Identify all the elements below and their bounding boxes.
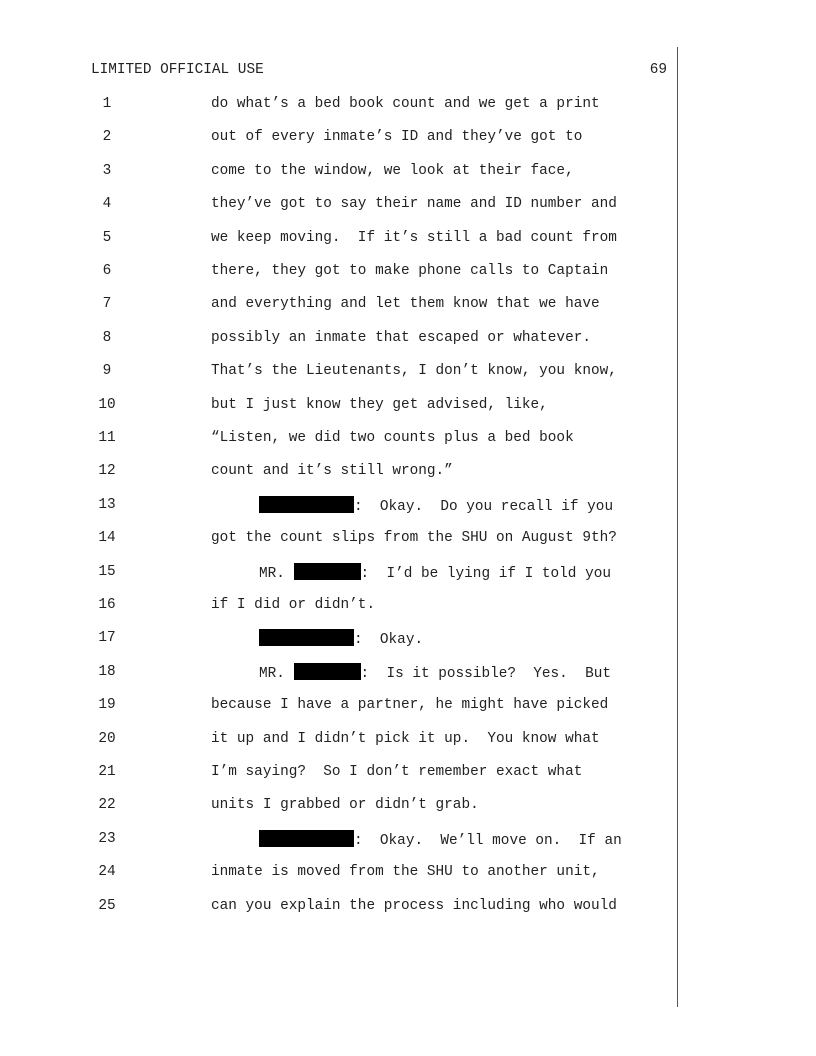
line-number: 25	[98, 897, 116, 914]
line-text: got the count slips from the SHU on August 9th?	[211, 530, 617, 547]
transcript-line	[0, 830, 676, 863]
transcript-line	[0, 295, 676, 328]
line-number: 13	[98, 496, 116, 513]
line-number: 4	[102, 196, 112, 213]
line-number: 18	[98, 663, 116, 680]
redaction-box	[259, 629, 354, 646]
redaction-box	[259, 496, 354, 513]
page-number: 69	[649, 62, 667, 78]
line-text: possibly an inmate that escaped or whatever.	[211, 329, 591, 346]
transcript-line	[0, 796, 676, 829]
line-text: : Okay. Do you recall if you	[354, 498, 614, 515]
transcript-line	[0, 128, 676, 161]
transcript-line	[0, 95, 676, 128]
line-number: 7	[102, 296, 112, 313]
line-text: count and it’s still wrong.”	[211, 463, 453, 480]
line-text: : Okay.	[354, 632, 424, 649]
transcript-line	[0, 262, 676, 295]
transcript-line	[0, 563, 676, 596]
transcript-line	[0, 696, 676, 729]
speaker-line	[259, 563, 611, 583]
line-number: 2	[102, 129, 112, 146]
transcript-line	[0, 195, 676, 228]
transcript-line	[0, 529, 676, 562]
line-text: “Listen, we did two counts plus a bed book	[211, 430, 574, 446]
line-number: 9	[102, 363, 112, 380]
line-text: but I just know they get advised, like,	[211, 396, 548, 413]
transcript-line	[0, 229, 676, 262]
redaction-box	[259, 830, 354, 847]
transcript-line	[0, 496, 676, 529]
line-number: 14	[98, 530, 116, 547]
line-number: 3	[102, 162, 112, 179]
line-text: : Okay. We’ll move on. If an	[354, 832, 622, 849]
line-number: 21	[98, 764, 116, 780]
transcript-line	[0, 362, 676, 395]
line-text: do what’s a bed book count and we get a print	[211, 96, 600, 112]
line-number: 24	[98, 864, 116, 881]
transcript-line	[0, 730, 676, 763]
line-number: 11	[98, 430, 116, 446]
line-number: 5	[102, 229, 112, 246]
transcript-line	[0, 429, 676, 462]
line-text: That’s the Lieutenants, I don’t know, you know,	[211, 363, 617, 380]
transcript-line	[0, 897, 676, 930]
line-text: because I have a partner, he might have picked	[211, 697, 609, 714]
line-number: 12	[98, 463, 116, 480]
transcript-line	[0, 663, 676, 696]
line-text: inmate is moved from the SHU to another unit,	[211, 864, 600, 881]
transcript-line	[0, 462, 676, 495]
transcript-line	[0, 329, 676, 362]
transcript-line	[0, 396, 676, 429]
transcript-line	[0, 629, 676, 662]
line-text: I’m saying? So I don’t remember exact what	[211, 764, 583, 780]
speaker-line	[259, 663, 611, 683]
line-text: : I’d be lying if I told you	[360, 565, 611, 582]
line-number: 19	[98, 697, 116, 714]
line-number: 16	[98, 597, 116, 613]
transcript-line	[0, 596, 676, 629]
line-text: if I did or didn’t.	[211, 597, 376, 613]
line-text: there, they got to make phone calls to Captain	[211, 263, 609, 279]
line-text: we keep moving. If it’s still a bad count from	[211, 229, 617, 246]
line-text: and everything and let them know that we have	[211, 296, 600, 313]
line-number: 6	[102, 263, 112, 279]
line-number: 10	[98, 396, 116, 413]
line-text: they’ve got to say their name and ID number and	[211, 196, 617, 213]
transcript-line	[0, 863, 676, 896]
line-number: 17	[98, 630, 116, 647]
speaker-line	[259, 629, 423, 649]
line-number: 23	[98, 830, 116, 847]
line-text: it up and I didn’t pick it up. You know what	[211, 730, 600, 747]
transcript-line	[0, 162, 676, 195]
speaker-prefix: MR.	[259, 665, 294, 682]
line-text: out of every inmate’s ID and they’ve got to	[211, 129, 583, 146]
line-text: can you explain the process including who would	[211, 897, 617, 914]
right-margin-rule	[677, 47, 678, 1007]
line-number: 1	[102, 96, 112, 112]
speaker-line	[259, 830, 622, 850]
line-number: 8	[102, 329, 112, 346]
classification-header: LIMITED OFFICIAL USE	[91, 62, 264, 78]
line-number: 20	[98, 730, 116, 747]
line-text: units I grabbed or didn’t grab.	[211, 797, 479, 814]
redaction-box	[294, 563, 361, 580]
line-text: : Is it possible? Yes. But	[360, 665, 611, 682]
line-number: 22	[98, 797, 116, 814]
line-text: come to the window, we look at their face,	[211, 162, 574, 179]
speaker-line	[259, 496, 613, 516]
transcript-line	[0, 763, 676, 796]
redaction-box	[294, 663, 361, 680]
line-number: 15	[98, 563, 116, 580]
speaker-prefix: MR.	[259, 565, 294, 582]
